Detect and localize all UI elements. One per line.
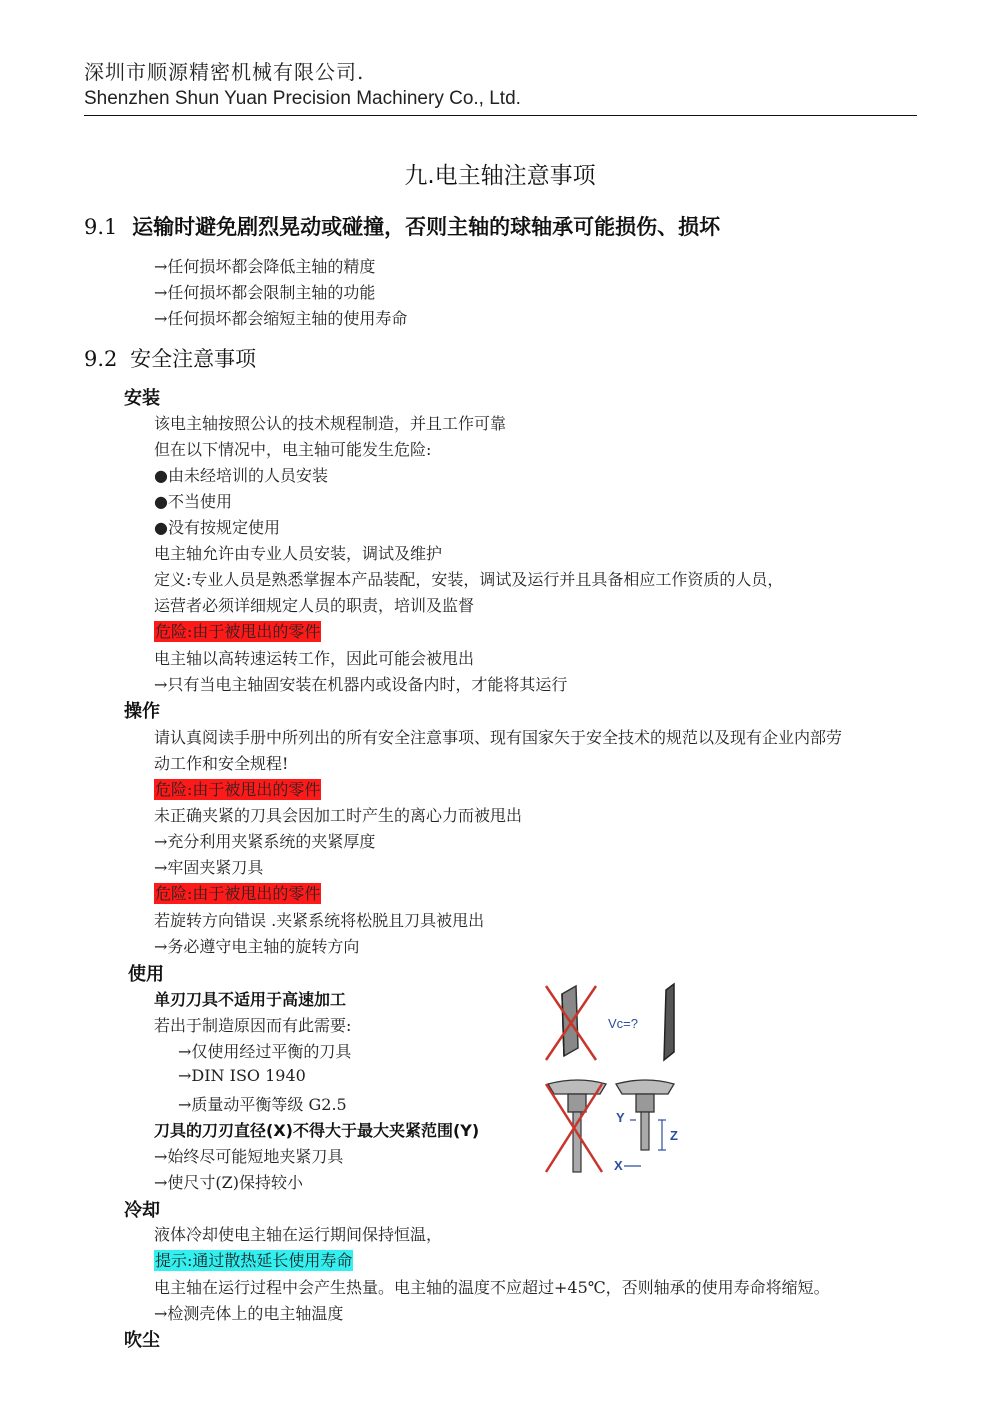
bullet-item: ●没有按规定使用 <box>154 518 280 537</box>
text-line: 若出于制造原因而有此需要: <box>154 1016 352 1035</box>
z-dimension-label: Z <box>670 1128 678 1143</box>
text-line: 电主轴在运行过程中会产生热量。电主轴的温度不应超过+45℃，否则轴承的使用寿命将缩短。 <box>154 1278 830 1297</box>
section-9-2-heading <box>84 343 256 373</box>
text-line: 电主轴以高转速运转工作，因此可能会被甩出 <box>154 649 475 668</box>
danger-warning <box>154 881 321 904</box>
list-item: →任何损坏都会缩短主轴的使用寿命 <box>154 309 408 328</box>
list-item: →质量动平衡等级 G2.5 <box>178 1095 347 1114</box>
text-line: →只有当电主轴固安装在机器内或设备内时，才能将其运行 <box>154 675 568 694</box>
use-heading: 使用 <box>128 964 164 985</box>
danger-warning <box>154 619 321 642</box>
company-name-cn: 深圳市顺源精密机械有限公司. <box>84 60 365 84</box>
text-line: 未正确夹紧的刀具会因加工时产生的离心力而被甩出 <box>154 806 523 825</box>
list-item: →牢固夹紧刀具 <box>154 858 264 877</box>
header-divider <box>84 115 917 116</box>
text-line: 请认真阅读手册中所列出的所有安全注意事项、现有国家矢于安全技术的规范以及现有企业内部劳 <box>154 728 843 747</box>
hint-highlight: 提示:通过散热延长使用寿命 <box>155 1251 353 1270</box>
list-item: →务必遵守电主轴的旋转方向 <box>154 937 360 956</box>
short-clamped-tool-icon <box>616 1080 674 1150</box>
list-item: →DIN ISO 1940 <box>178 1066 306 1085</box>
list-item: →使尺寸(Z)保持较小 <box>154 1173 304 1192</box>
list-item: →仅使用经过平衡的刀具 <box>178 1042 352 1061</box>
bullet-item: ●由未经培训的人员安装 <box>154 466 328 485</box>
company-name-en: Shenzhen Shun Yuan Precision Machinery Co., Ltd. <box>84 88 521 109</box>
text-line: 运营者必须详细规定人员的职责，培训及监督 <box>154 596 475 615</box>
section-title: 运输时避免剧烈晃动或碰撞，否则主轴的球轴承可能损伤、损坏 <box>132 215 721 239</box>
danger-highlight: 危险:由于被甩出的零件 <box>155 884 321 903</box>
section-number: 9.2 <box>84 347 118 371</box>
vc-label: Vc=? <box>608 1016 638 1031</box>
tool-clamping-figure <box>540 980 700 1180</box>
x-dimension-label: X <box>614 1158 623 1173</box>
bullet-item: ●不当使用 <box>154 492 232 511</box>
section-9-1-heading <box>84 211 720 241</box>
text-line: 动工作和安全规程! <box>154 754 289 773</box>
danger-warning <box>154 777 321 800</box>
bold-note: 刀具的刀刃直径(X)不得大于最大夹紧范围(Y) <box>154 1121 480 1140</box>
section-number: 9.1 <box>84 215 118 239</box>
text-line: 但在以下情况中，电主轴可能发生危险: <box>154 440 432 459</box>
long-clamped-tool-icon <box>548 1080 606 1172</box>
balanced-tool-icon <box>664 984 674 1060</box>
dust-heading: 吹尘 <box>124 1330 160 1351</box>
text-line: 电主轴允许由专业人员安装，调试及维护 <box>154 544 443 563</box>
text-line: 液体冷却使电主轴在运行期间保持恒温， <box>154 1225 443 1244</box>
text-line: 若旋转方向错误 .夹紧系统将松脱且刀具被甩出 <box>154 911 485 930</box>
text-line: 定义:专业人员是熟悉掌握本产品装配，安装，调试及运行并且具备相应工作资质的人员， <box>154 570 784 589</box>
list-item: →检测壳体上的电主轴温度 <box>154 1304 344 1323</box>
page-title: 九.电主轴注意事项 <box>404 163 596 189</box>
danger-highlight: 危险:由于被甩出的零件 <box>155 780 321 799</box>
danger-highlight: 危险:由于被甩出的零件 <box>155 622 321 641</box>
list-item: →任何损坏都会限制主轴的功能 <box>154 283 376 302</box>
cooling-heading: 冷却 <box>124 1200 160 1221</box>
list-item: →始终尽可能短地夹紧刀具 <box>154 1147 344 1166</box>
section-title: 安全注意事项 <box>130 347 257 371</box>
y-dimension-label: Y <box>616 1110 625 1125</box>
list-item: →任何损坏都会降低主轴的精度 <box>154 257 376 276</box>
operate-heading: 操作 <box>124 701 160 722</box>
install-heading: 安装 <box>124 388 160 409</box>
list-item: →充分利用夹紧系统的夹紧厚度 <box>154 832 376 851</box>
bold-note: 单刃刀具不适用于高速加工 <box>154 990 347 1009</box>
text-line: 该电主轴按照公认的技术规程制造，并且工作可靠 <box>154 414 507 433</box>
hint-note <box>154 1248 353 1271</box>
